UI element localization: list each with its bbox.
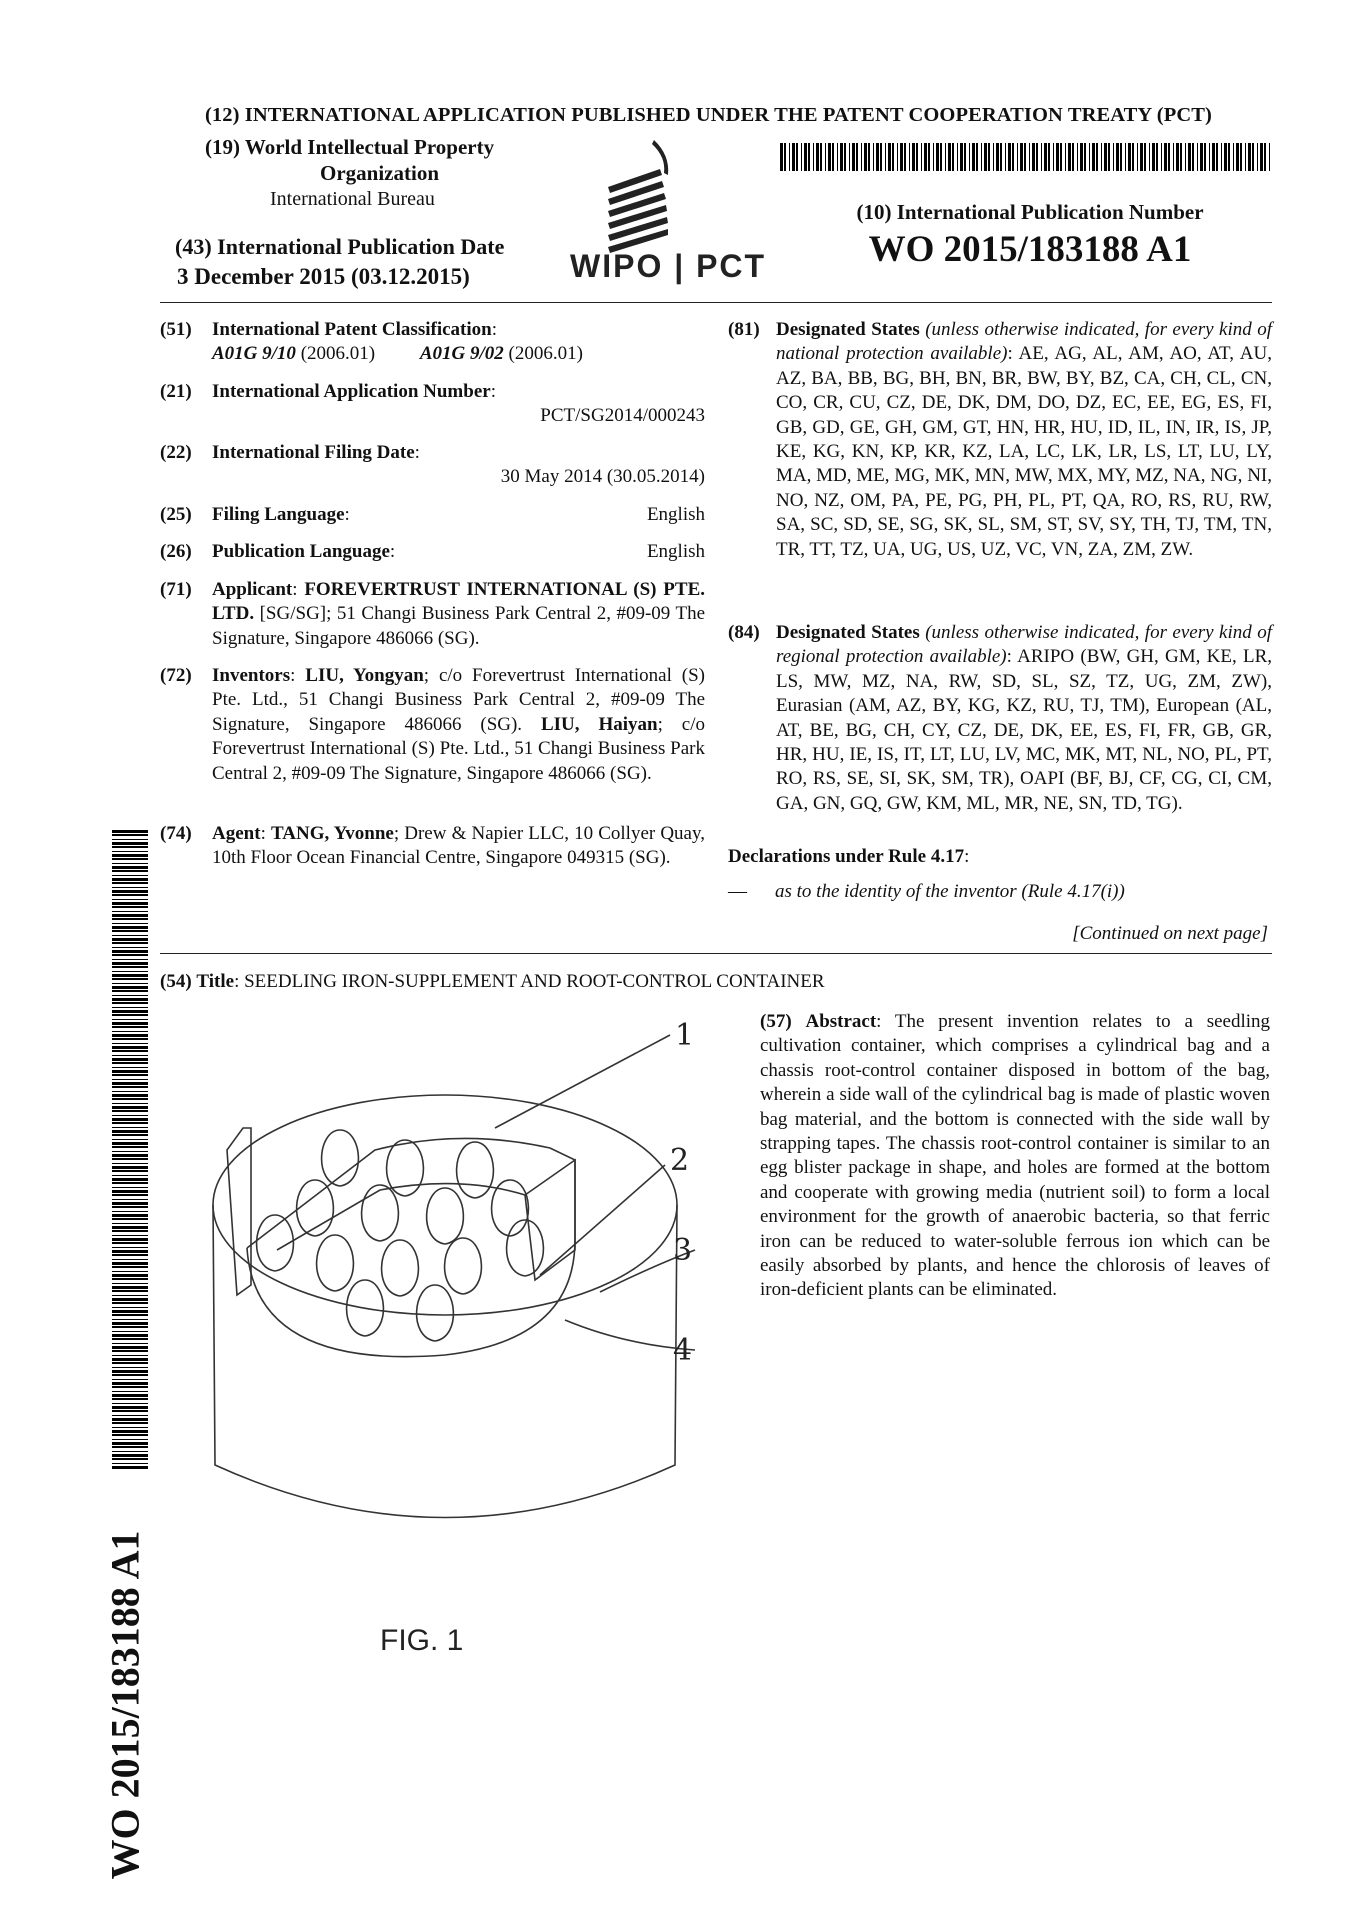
f71-label: Applicant [212, 579, 293, 600]
f51-class2: A01G 9/02 [419, 343, 504, 364]
abstract-text: : The present invention relates to a seedling cultivation container, which comprises a cylindrical bag and a chassis root-control container disposed in bottom of the bag, wherein a side wall of the cylindrical bag is made of plastic woven bag material, and the bottom is connected with the side wall by strapping tapes. The chassis root-control container is similar to an egg blister package in shape, and holes are formed at the bottom and cooperate with growing media (nutrient soil) to form a local environment for the growth of anaerobic bacteria, so that ferric iron can be reduced to water-soluble ferrous ion which can be easily absorbed by plants, and hence the chlorosis of leaves of iron-deficient plants can be eliminated. [760, 1011, 1271, 1301]
header-title: (12) INTERNATIONAL APPLICATION PUBLISHED UNDER THE PATENT COOPERATION TREATY (PCT) [205, 104, 1212, 126]
f74-num: (74) [160, 823, 192, 844]
org-sub: International Bureau [270, 188, 435, 210]
f81-note: (unless otherwise indicated, for every kind of national protection available) [776, 319, 1272, 365]
f51-classes [212, 342, 712, 366]
wipo-logo-icon [570, 135, 770, 285]
f25-label: Filing Language [212, 504, 345, 525]
t54-value: SEEDLING IRON-SUPPLEMENT AND ROOT-CONTROL CONTAINER [244, 971, 825, 992]
pubnum-value: WO 2015/183188 A1 [868, 229, 1192, 270]
side-pubnum [90, 1485, 160, 1925]
field-72: Inventors: LIU, Yongyan; c/o Forevertrust International (S) Pte. Ltd., 51 Changi Business Park Central 2, #09-09 The Signature, Singapore 486066 (SG). LIU, Haiyan; c/o Forevertrust International (S) Pte. Ltd., 51 Changi Business Park Central 2, #09-09 The Signature, Singapore 486066 (SG). [212, 665, 705, 784]
f21-colon: : [490, 381, 496, 402]
field-81 [776, 318, 1272, 562]
abstract-label: Abstract [805, 1011, 877, 1032]
f72-rest1: ; c/o Forevertrust International (S) Pte. Ltd., 51 Changi Business Park Central 2, #09-09 The Signature, Singapore 486066 (SG). [212, 665, 705, 735]
t54-label: Title [196, 971, 235, 992]
f22-colon: : [414, 442, 420, 463]
field-22 [160, 441, 715, 465]
f51-colon: : [491, 319, 497, 340]
figure-label-4: 4 [673, 1333, 693, 1368]
title-divider [160, 953, 1272, 954]
figure-label-2: 2 [670, 1143, 690, 1178]
publication-date [175, 232, 560, 292]
f74-name: TANG, Yvonne [270, 823, 394, 844]
f84-note: (unless otherwise indicated, for every kind of regional protection available) [776, 622, 1272, 668]
barcode-top-icon [780, 143, 1272, 171]
wipo-logo-text: WIPO | PCT [570, 248, 767, 284]
abstract [760, 1010, 1270, 1303]
f21-value: PCT/SG2014/000243 [540, 405, 705, 426]
field-21 [160, 380, 715, 404]
f81-num: (81) [728, 319, 760, 340]
continued-note: [Continued on next page] [1072, 923, 1268, 944]
figure-label-1: 1 [675, 1018, 695, 1053]
pubdate-label: (43) International Publication Date [175, 234, 505, 259]
f72-rest2: ; c/o Forevertrust International (S) Pte. Ltd., 51 Changi Business Park Central 2, #09-09 The Signature, Singapore 486066 (SG). [212, 713, 705, 784]
figure-caption: FIG. 1 [380, 1624, 464, 1657]
f51-num: (51) [160, 319, 192, 340]
f71-rest: [SG/SG]; 51 Changi Business Park Central 2, #09-09 The Signature, Singapore 486066 (SG). [212, 603, 706, 649]
f84-list: : ARIPO (BW, GH, GM, KE, LR, LS, MW, MZ, NA, RW, SD, SL, SZ, TZ, UG, ZM, ZW), Eurasian (AM, AZ, BY, KG, KZ, RU, TJ, TM), European (AL, AT, BE, BG, CH, CY, CZ, DE, DK, EE, ES, FI, FR, GB, GR, HR, HU, IE, IS, IT, LT, LU, LV, MC, MK, MT, NL, NO, PL, PT, RO, RS, SE, SI, SK, SM, TR), OAPI (BF, BJ, CF, CG, CI, CM, GA, GN, GQ, GW, KM, ML, MR, NE, SN, TD, TG). [776, 646, 1273, 814]
org-number: (19) [205, 135, 240, 159]
abstract-num: (57) [760, 1011, 792, 1032]
f26-num: (26) [160, 541, 192, 562]
f71-name: FOREVERTRUST INTERNATIONAL (S) PTE. LTD. [212, 579, 705, 625]
f22-label: International Filing Date [212, 442, 415, 463]
f22-value: 30 May 2014 (30.05.2014) [500, 466, 705, 487]
f51-year2: (2006.01) [508, 343, 583, 364]
figure-label-3: 3 [673, 1233, 693, 1268]
decl-item: as to the identity of the inventor (Rule 4.17(i)) [775, 881, 1125, 902]
f22-num: (22) [160, 442, 192, 463]
pubnum-label: (10) International Publication Number [856, 200, 1204, 224]
f21-num: (21) [160, 381, 192, 402]
pubdate-value: 3 December 2015 (03.12.2015) [177, 264, 470, 289]
f26-label: Publication Language [212, 541, 390, 562]
decl-colon: : [964, 846, 970, 867]
f84-label: Designated States [776, 622, 920, 643]
f72-label: Inventors [212, 665, 291, 686]
f74-rest: ; Drew & Napier LLC, 10 Collyer Quay, 10th Floor Ocean Financial Centre, Singapore 049315 (SG). [212, 823, 706, 869]
f51-label: International Patent Classification [212, 319, 492, 340]
wipo-organization [205, 134, 540, 212]
decl-item-row [728, 880, 1268, 904]
f72-num: (72) [160, 665, 192, 686]
barcode-left-icon [112, 830, 148, 1470]
decl-dash: — [728, 881, 747, 902]
title-54 [160, 970, 1260, 994]
side-pubnum-text: WO 2015/183188 A1 [102, 1530, 148, 1880]
field-51 [160, 318, 715, 342]
declarations [728, 845, 1268, 869]
org-name-line1: World Intellectual Property [244, 135, 495, 159]
field-84 [776, 621, 1272, 816]
header-divider [160, 302, 1272, 303]
f81-list: : AE, AG, AL, AM, AO, AT, AU, AZ, BA, BB, BG, BH, BN, BR, BW, BY, BZ, CA, CH, CL, CN, CO, CR, CU, CZ, DE, DK, DM, DO, DZ, EC, EE, EG, ES, FI, GB, GD, GE, GH, GM, GT, HN, HR, HU, ID, IL, IN, IR, IS, JP, KE, KG, KN, KP, KR, KZ, LA, LC, LK, LR, LS, LT, LU, LY, MA, MD, ME, MG, MK, MN, MW, MX, MY, MZ, NA, NG, NI, NO, NZ, OM, PA, PE, PG, PH, PL, PT, QA, RO, RS, RU, RW, SA, SC, SD, SE, SG, SK, SL, SM, ST, SV, SY, TH, TJ, TM, TN, TR, TT, TZ, UA, UG, US, UZ, VC, VN, ZA, ZM, ZW. [776, 343, 1272, 560]
f51-class1: A01G 9/10 [212, 343, 296, 364]
f25-colon: : [344, 504, 350, 525]
f84-num: (84) [728, 622, 760, 643]
f74-label: Agent [212, 823, 261, 844]
field-74: Agent: TANG, Yvonne; Drew & Napier LLC, 10 Collyer Quay, 10th Floor Ocean Financial Centre, Singapore 049315 (SG). [212, 823, 706, 869]
f81-label: Designated States [776, 319, 920, 340]
decl-label: Declarations under Rule 4.17 [728, 846, 965, 867]
f72-inventor2: LIU, Haiyan [540, 713, 658, 735]
f72-inventor1: LIU, Yongyan [305, 665, 424, 686]
f51-year1: (2006.01) [300, 343, 376, 364]
t54-num: (54) [160, 971, 192, 992]
f26-value: English [646, 541, 705, 562]
figure-1 [195, 1010, 745, 1660]
f71-num: (71) [160, 579, 192, 600]
field-25 [160, 503, 705, 527]
org-name-line2: Organization [320, 161, 439, 185]
f26-colon: : [389, 541, 396, 562]
field-71: Applicant: FOREVERTRUST INTERNATIONAL (S) PTE. LTD. [SG/SG]; 51 Changi Business Park Central 2, #09-09 The Signature, Singapore 486066 (SG). [212, 579, 706, 649]
t54-colon: : [234, 971, 240, 992]
f21-label: International Application Number [212, 381, 491, 402]
field-26 [160, 540, 705, 564]
f25-num: (25) [160, 504, 192, 525]
f25-value: English [646, 504, 705, 525]
